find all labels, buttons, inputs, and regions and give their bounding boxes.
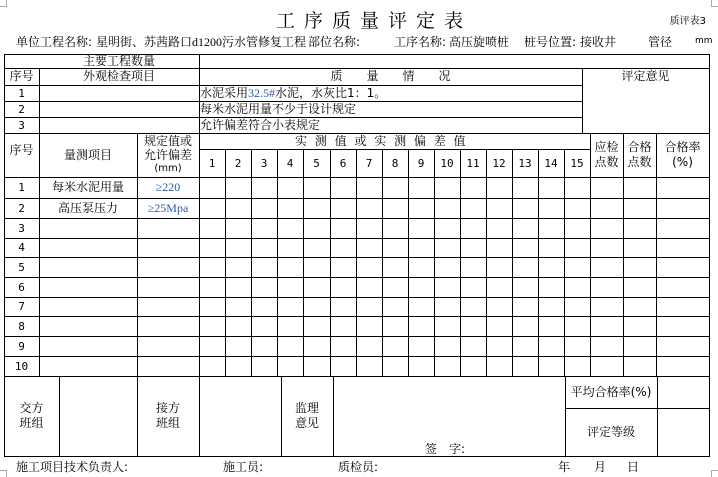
opinion-value[interactable] bbox=[582, 85, 709, 133]
supervisor-line1: 监理 bbox=[294, 401, 319, 415]
measure-col-7: 7 bbox=[365, 156, 373, 170]
receiver-team-label bbox=[137, 376, 199, 456]
receiver-line1: 接方 bbox=[155, 401, 180, 415]
diameter-label: 管径 bbox=[648, 35, 673, 49]
visual-row-no: 1 bbox=[18, 86, 25, 100]
visual-row-quality[interactable] bbox=[199, 85, 583, 101]
measure-row-no: 4 bbox=[18, 241, 25, 254]
page-corner-mark bbox=[711, 470, 718, 477]
form-number: 质评表3 bbox=[669, 16, 706, 27]
grade-value[interactable] bbox=[657, 408, 709, 456]
measure-col-9: 9 bbox=[417, 156, 425, 170]
measure-row-no: 7 bbox=[18, 300, 25, 313]
receiver-line2: 班组 bbox=[155, 416, 180, 430]
supervisor-line2: 意见 bbox=[294, 416, 319, 430]
unit-project-name-part: 星明街、苏茜路口 bbox=[96, 35, 193, 49]
page-title: 工序质量评定表 bbox=[276, 10, 473, 32]
spec-header-line1: 规定值或 bbox=[143, 134, 192, 148]
quality-header: 质 量 情 况 bbox=[330, 69, 451, 83]
pass-points-line2: 点数 bbox=[627, 155, 652, 169]
receiver-team-value[interactable] bbox=[199, 376, 281, 456]
pile-value: 接收井 bbox=[580, 35, 617, 49]
signature-label: 签 字: bbox=[425, 442, 466, 456]
measure-col-15: 15 bbox=[570, 156, 584, 170]
month-label: 月 bbox=[594, 460, 607, 474]
pass-points-header bbox=[623, 133, 656, 177]
page-corner-mark bbox=[0, 0, 7, 7]
pass-rate-line2: (%) bbox=[672, 155, 693, 169]
measure-row-no: 9 bbox=[18, 339, 25, 353]
pile-label: 桩号位置: bbox=[524, 35, 577, 49]
spec-header bbox=[137, 133, 199, 177]
quality-text-grade: 32.5# bbox=[248, 85, 276, 100]
page-corner-mark bbox=[711, 0, 718, 7]
handover-team-value[interactable] bbox=[59, 376, 137, 456]
unit-project-name bbox=[96, 33, 306, 50]
process-label: 工序名称: bbox=[394, 35, 447, 49]
pass-rate-header bbox=[656, 133, 709, 177]
measure-col-13: 13 bbox=[518, 156, 532, 170]
measure-row-no: 1 bbox=[18, 181, 25, 194]
visual-row-no: 2 bbox=[18, 102, 25, 116]
main-quantity-value[interactable] bbox=[200, 54, 709, 68]
measure-col-2: 2 bbox=[234, 156, 242, 170]
pass-points-line1: 合格 bbox=[627, 140, 652, 154]
quality-text-ratio: 水泥，水灰比1：1。 bbox=[275, 85, 387, 100]
visual-row-quality[interactable]: 允许偏差符合小表规定 bbox=[200, 117, 321, 132]
part-label: 部位名称: bbox=[308, 35, 361, 49]
check-points-header bbox=[590, 133, 623, 177]
handover-line2: 班组 bbox=[19, 416, 44, 430]
spec-header-unit: (mm) bbox=[154, 163, 182, 174]
worker-label: 施工员: bbox=[223, 460, 264, 474]
seq-header: 序号 bbox=[9, 69, 34, 83]
measure-col-10: 10 bbox=[440, 156, 454, 170]
measure-col-1: 1 bbox=[208, 156, 216, 170]
visual-row-item[interactable] bbox=[39, 117, 199, 133]
measure-col-14: 14 bbox=[544, 156, 558, 170]
main-quantity-label: 主要工程数量 bbox=[82, 54, 155, 68]
measure-row-no: 5 bbox=[18, 260, 25, 274]
visual-row-item[interactable] bbox=[39, 85, 199, 101]
visual-row-quality[interactable]: 每米水泥用量不少于设计规定 bbox=[200, 101, 357, 116]
pass-rate-line1: 合格率 bbox=[664, 140, 701, 154]
check-points-line1: 应检 bbox=[594, 140, 619, 154]
check-points-line2: 点数 bbox=[594, 155, 619, 169]
unit-project-label: 单位工程名称: bbox=[16, 35, 93, 49]
visual-row-item[interactable] bbox=[39, 101, 199, 117]
opinion-header: 评定意见 bbox=[621, 69, 670, 83]
tech-lead-label: 施工项目技术负责人: bbox=[16, 460, 129, 474]
avg-pass-rate-value[interactable] bbox=[657, 376, 709, 408]
spec-header-line2: 允许偏差 bbox=[143, 148, 192, 162]
measure-col-5: 5 bbox=[313, 156, 320, 170]
process-value: 高压旋喷桩 bbox=[449, 35, 510, 49]
measure-row-no: 8 bbox=[18, 319, 25, 333]
inspector-label: 质检员: bbox=[338, 460, 379, 474]
page-corner-mark bbox=[0, 470, 7, 477]
visual-item-header: 外观检查项目 bbox=[82, 69, 155, 83]
measure-row-spec[interactable]: ≥220 bbox=[155, 180, 181, 194]
handover-team-label bbox=[4, 376, 59, 456]
diameter-unit: mm bbox=[695, 36, 713, 46]
measure-col-3: 3 bbox=[260, 156, 268, 170]
measure-row-item[interactable]: 每米水泥用量 bbox=[51, 180, 124, 194]
measure-row-item[interactable]: 高压泵压力 bbox=[57, 200, 118, 215]
measured-values-header: 实 测 值 或 实 测 偏 差 值 bbox=[295, 133, 468, 148]
measure-row-no: 6 bbox=[18, 280, 25, 294]
quality-text: 水泥采用 bbox=[200, 85, 249, 100]
measure-row-no: 3 bbox=[18, 221, 25, 235]
handover-line1: 交方 bbox=[19, 401, 44, 415]
avg-pass-rate-label: 平均合格率(%) bbox=[570, 384, 652, 399]
unit-project-diameter: d1200 bbox=[192, 35, 223, 49]
measure-row-no: 10 bbox=[14, 359, 29, 373]
measure-item-header: 量测项目 bbox=[63, 147, 112, 162]
measure-col-8: 8 bbox=[391, 156, 399, 170]
measure-seq-header: 序号 bbox=[9, 142, 34, 157]
measure-col-4: 4 bbox=[286, 156, 294, 170]
measure-col-12: 12 bbox=[492, 156, 506, 170]
day-label: 日 bbox=[627, 460, 640, 474]
measure-row-spec[interactable]: ≥25Mpa bbox=[147, 200, 189, 215]
measure-col-11: 11 bbox=[466, 156, 480, 170]
supervisor-opinion-label bbox=[281, 376, 333, 456]
unit-project-name-suffix: 污水管修复工程 bbox=[222, 35, 307, 49]
measure-col-6: 6 bbox=[339, 156, 347, 170]
year-label: 年 bbox=[558, 460, 571, 474]
measure-row-no: 2 bbox=[18, 201, 25, 215]
visual-row-no: 3 bbox=[18, 118, 25, 132]
grade-label: 评定等级 bbox=[586, 424, 635, 439]
